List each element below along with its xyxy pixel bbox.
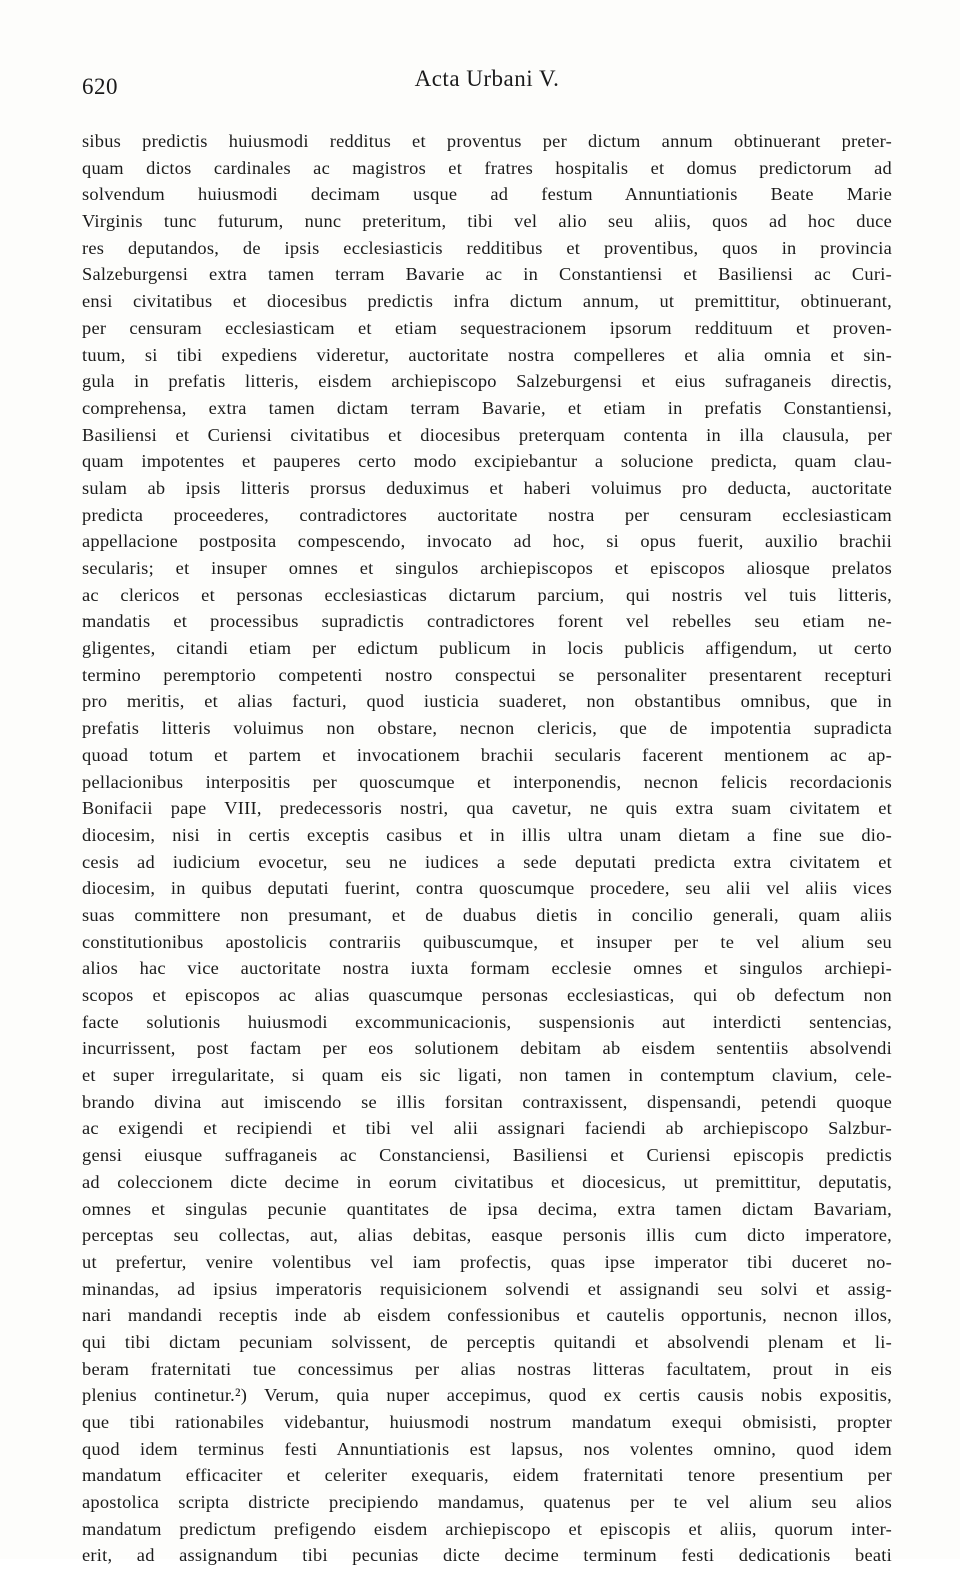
text-line: qui tibi dictam pecuniam solvissent, de perceptis quitandi et absolvendi plenam et li- [82, 1331, 892, 1352]
text-line: appellacione postposita compescendo, invocato ad hoc, si opus fuerit, auxilio brachii [82, 531, 892, 552]
text-line: quam dictos cardinales ac magistros et fratres hospitalis et domus predictorum ad [82, 157, 892, 178]
text-line: suas committere non presumant, et de duabus dietis in concilio generali, quam aliis [82, 904, 892, 925]
running-title: Acta Urbani V. [414, 66, 560, 91]
text-line: tuum, si tibi expediens videretur, auctoritate nostra compelleres et alia omnia et sin- [82, 344, 892, 365]
text-line: Salzeburgensi extra tamen terram Bavarie ac in Constantiensi et Basiliensi ac Curi- [82, 264, 892, 285]
text-line: mandatis et processibus supradictis contradictores forent vel rebelles seu etiam ne- [82, 611, 892, 632]
text-line: mandatum efficaciter et celeriter exequaris, eidem fraternitati tenore presentium per [82, 1465, 892, 1486]
text-line: sibus predictis huiusmodi redditus et proventus per dictum annum obtinuerant preter- [82, 131, 892, 151]
text-line: secularis; et insuper omnes et singulos archiepiscopos et episcopos aliosque prelatos [82, 558, 892, 578]
text-line: sulam ab ipsis litteris prorsus deduximus et haberi voluimus pro deducta, auctoritate [82, 477, 892, 498]
text-line: plenius continetur.²) Verum, quia nuper accepimus, quod ex certis causis nobis expositis, [82, 1385, 892, 1406]
text-line: et super irregularitate, si quam eis sic ligati, non tamen in contemptum clavium, cele- [82, 1065, 892, 1086]
text-line: quam impotentes et pauperes certo modo excipiebantur a solucione predicta, quam clau- [82, 451, 892, 472]
text-line: ad coleccionem dicte decime in eorum civitatibus et diocesicus, ut premittitur, deputatis, [82, 1171, 892, 1192]
text-line: cesis ad iudicium evocetur, seu ne iudices a sede deputati predicta extra civitatem et [82, 851, 892, 872]
text-line: gula in prefatis litteris, eisdem archiepiscopo Salzeburgensi et eius sufraganeis directis, [82, 371, 892, 392]
text-line: per censuram ecclesiasticam et etiam sequestracionem ipsorum reddituum et proven- [82, 317, 892, 338]
text-line: erit, ad assignandum tibi pecunias dicte decime terminum festi dedicationis beati [82, 1545, 892, 1566]
text-line: facte solutionis huiusmodi excommunicacionis, suspensionis aut interdicti sentencias, [82, 1011, 892, 1032]
text-line: incurrissent, post factam per eos solutionem debitam ab eisdem sententiis absolvendi [82, 1038, 892, 1059]
text-line: Basiliensi et Curiensi civitatibus et diocesibus preterquam contenta in illa clausula, per [82, 424, 892, 445]
text-line: res deputandos, de ipsis ecclesiasticis redditibus et proventibus, quos in provincia [82, 237, 892, 258]
text-line: constitutionibus apostolicis contrariis quibuscumque, et insuper per te vel alium seu [82, 931, 892, 952]
text-line: pro meritis, et alias facturi, quod iusticia suaderet, non obstantibus omnibus, que in [82, 691, 892, 712]
text-line: mandatum predictum prefigendo eisdem archiepiscopo et episcopis et aliis, quorum inter- [82, 1518, 892, 1539]
text-line: ensi civitatibus et diocesibus predictis infra dictum annum, ut premittitur, obtinuerant, [82, 291, 892, 312]
text-line: que tibi rationabiles videbantur, huiusmodi nostrum mandatum exequi obmisisti, propter [82, 1412, 892, 1432]
text-line: predicta proceederes, contradictores auctoritate nostra per censuram ecclesiasticam [82, 504, 892, 525]
body-text [82, 128, 892, 1569]
page-number: 620 [82, 74, 118, 99]
text-line: prefatis litteris voluimus non obstare, necnon clericis, que de impotentia supradicta [82, 718, 892, 739]
text-line: gensi eiusque suffraganeis ac Constanciensi, Basiliensi et Curiensi episcopis predictis [82, 1145, 892, 1166]
text-line: brando divina aut imiscendo se illis forsitan contraxissent, dispensandi, petendi quoque [82, 1091, 892, 1112]
page-header [82, 62, 892, 102]
text-line: diocesim, in quibus deputati fuerint, contra quoscumque procedere, seu alii vel aliis vices [82, 878, 892, 899]
text-line: diocesim, nisi in certis exceptis casibus et in illis ultra unam dietam a fine sue dio- [82, 824, 892, 845]
text-line: pellacionibus interpositis per quoscumque et interponendis, necnon felicis recordacionis [82, 771, 892, 792]
text-line: minandas, ad ipsius imperatoris requisicionem solvendi et assignandi seu solvi et assig- [82, 1278, 892, 1299]
text-line: Bonifacii pape VIII, predecessoris nostri, qua cavetur, ne quis extra suam civitatem et [82, 798, 892, 819]
text-line: nari mandandi receptis inde ab eisdem confessionibus et cautelis opportunis, necnon illos, [82, 1305, 892, 1326]
text-line: beram fraternitati tue concessimus per alias nostras litteras facultatem, prout in eis [82, 1358, 892, 1379]
text-line: quod idem terminus festi Annuntiationis est lapsus, nos volentes omnino, quod idem [82, 1438, 892, 1459]
text-line: ac clericos et personas ecclesiasticas dictarum parcium, qui nostris vel tuis litteris, [82, 584, 892, 605]
text-line: apostolica scripta districte precipiendo mandamus, quatenus per te vel alium seu alios [82, 1492, 892, 1513]
text-line: comprehensa, extra tamen dictam terram Bavarie, et etiam in prefatis Constantiensi, [82, 397, 892, 418]
text-line: omnes et singulas pecunie quantitates de ipsa decima, extra tamen dictam Bavariam, [82, 1198, 892, 1219]
text-line: scopos et episcopos ac alias quascumque personas ecclesiasticas, qui ob defectum non [82, 985, 892, 1005]
text-line: solvendum huiusmodi decimam usque ad festum Annuntiationis Beate Marie [82, 184, 892, 205]
text-line: ac exigendi et recipiendi et tibi vel alii assignari faciendi ab archiepiscopo Salzbur- [82, 1118, 892, 1139]
text-line: perceptas seu collectas, aut, alias debitas, easque personis illis cum dicto imperatore, [82, 1225, 892, 1246]
text-line: Virginis tunc futurum, nunc preteritum, tibi vel alio seu aliis, quos ad hoc duce [82, 211, 892, 232]
text-line: alios hac vice auctoritate nostra iuxta formam ecclesie omnes et singulos archiepi- [82, 958, 892, 979]
text-line: termino peremptorio competenti nostro conspectui se personaliter presentarent recepturi [82, 664, 892, 685]
text-line: ut prefertur, venire volentibus vel iam profectis, quas ipse imperator tibi duceret no- [82, 1251, 892, 1272]
text-line: quoad totum et partem et invocationem brachii secularis facerent mentionem ac ap- [82, 744, 892, 765]
text-line: gligentes, citandi etiam per edictum publicum in locis publicis affigendum, ut certo [82, 638, 892, 659]
